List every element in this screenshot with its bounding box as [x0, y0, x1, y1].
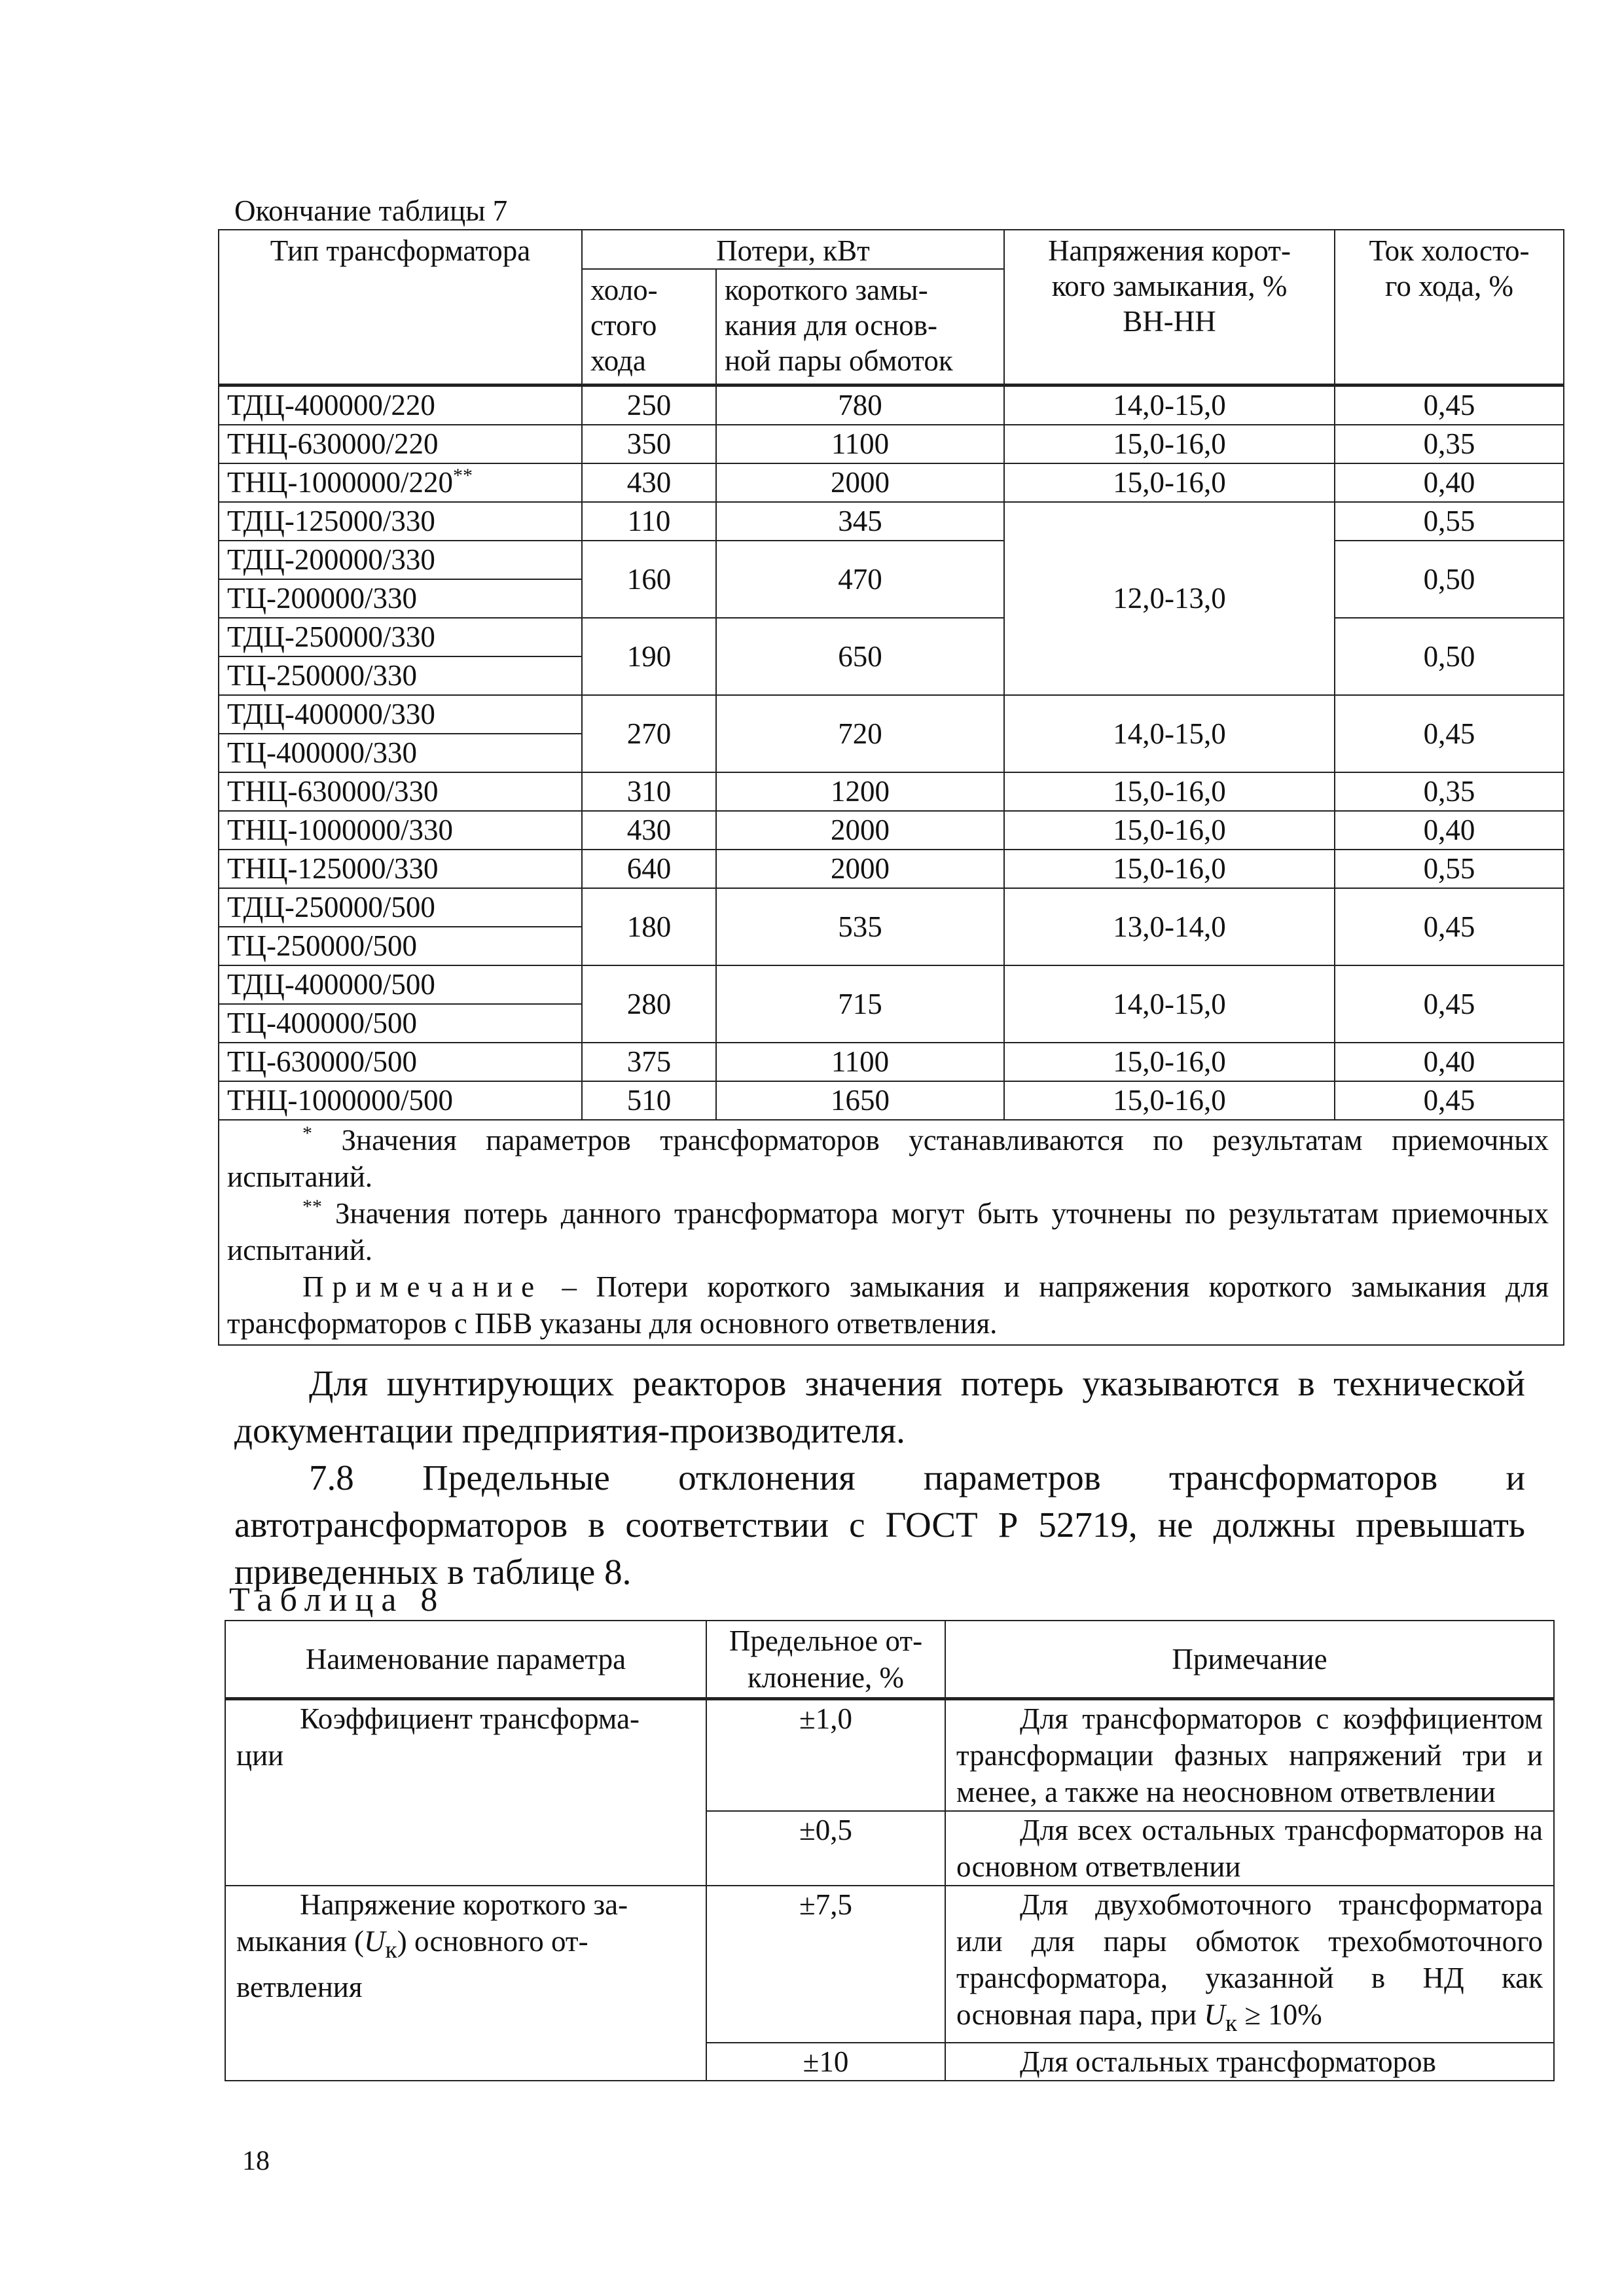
param-var: U — [363, 1925, 386, 1958]
table-row — [219, 1081, 1564, 1120]
cell-type: ТДЦ-250000/330 — [219, 618, 582, 656]
table-row — [219, 425, 1564, 463]
header-name: Наименование параметра — [225, 1621, 706, 1699]
paragraph-reactors-text: Для шунтирующих реакторов значения потерь указываются в технической документации предприятия-производителя. — [234, 1363, 1525, 1450]
table7-notes — [219, 1120, 1564, 1345]
cell-uk-merged: 12,0-13,0 — [1004, 502, 1335, 695]
cell-p0: 510 — [582, 1081, 716, 1120]
cell-type: ТЦ-250000/500 — [219, 927, 582, 965]
cell-type: ТНЦ-125000/330 — [219, 850, 582, 888]
cell-i0: 0,45 — [1335, 695, 1564, 772]
cell-uk: 15,0-16,0 — [1004, 1043, 1335, 1081]
cell-pk: 650 — [716, 618, 1004, 695]
header-note: Примечание — [945, 1621, 1554, 1699]
param-text-a: Напряжение короткого за- мыкания ( — [236, 1888, 628, 1958]
footnote-1-text: Значения параметров трансформаторов устанавливаются по результатам приемочных испытаний. — [227, 1124, 1549, 1193]
cell-uk: 13,0-14,0 — [1004, 888, 1335, 965]
table-row — [219, 386, 1564, 425]
cell-p0: 180 — [582, 888, 716, 965]
cell-note: Для остальных трансформаторов — [945, 2043, 1554, 2081]
cell-type: ТДЦ-400000/330 — [219, 695, 582, 734]
cell-deviation: ±10 — [706, 2043, 945, 2081]
cell-i0: 0,45 — [1335, 1081, 1564, 1120]
cell-pk: 1100 — [716, 425, 1004, 463]
cell-uk: 14,0-15,0 — [1004, 386, 1335, 425]
cell-uk: 15,0-16,0 — [1004, 811, 1335, 850]
cell-param — [225, 1886, 706, 2081]
table-row — [219, 618, 1564, 656]
cell-note: Для всех остальных трансформаторов на основном ответвлении — [945, 1811, 1554, 1886]
cell-p0: 280 — [582, 965, 716, 1043]
cell-uk: 15,0-16,0 — [1004, 772, 1335, 811]
cell-type: ТНЦ-1000000/500 — [219, 1081, 582, 1120]
cell-p0: 110 — [582, 502, 716, 541]
cell-type: ТНЦ-1000000/330 — [219, 811, 582, 850]
cell-p0: 190 — [582, 618, 716, 695]
header-i0: Ток холосто- го хода, % — [1335, 230, 1564, 386]
table-row — [219, 1043, 1564, 1081]
cell-i0: 0,45 — [1335, 888, 1564, 965]
table-row — [219, 541, 1564, 579]
cell-uk: 15,0-16,0 — [1004, 425, 1335, 463]
table7-caption: Окончание таблицы 7 — [234, 194, 508, 227]
cell-type: ТДЦ-125000/330 — [219, 502, 582, 541]
cell-pk: 535 — [716, 888, 1004, 965]
cell-type: ТНЦ-630000/220 — [219, 425, 582, 463]
cell-deviation: ±0,5 — [706, 1811, 945, 1886]
cell-pk: 1100 — [716, 1043, 1004, 1081]
cell-pk: 720 — [716, 695, 1004, 772]
cell-i0: 0,50 — [1335, 541, 1564, 618]
cell-i0: 0,45 — [1335, 386, 1564, 425]
cell-type — [219, 463, 582, 502]
table-row — [219, 811, 1564, 850]
footnote-2 — [227, 1195, 1549, 1268]
table-8 — [225, 1620, 1555, 2081]
cell-pk: 1650 — [716, 1081, 1004, 1120]
cell-type: ТДЦ-400000/220 — [219, 386, 582, 425]
table-row — [219, 888, 1564, 927]
cell-deviation: ±1,0 — [706, 1699, 945, 1812]
cell-note — [945, 1886, 1554, 2043]
note-sub: к — [1225, 2010, 1238, 2037]
table-7 — [218, 229, 1564, 1346]
cell-type: ТЦ-250000/330 — [219, 656, 582, 695]
cell-i0: 0,55 — [1335, 502, 1564, 541]
cell-pk: 1200 — [716, 772, 1004, 811]
cell-p0: 250 — [582, 386, 716, 425]
cell-type: ТЦ-200000/330 — [219, 579, 582, 618]
cell-pk: 2000 — [716, 463, 1004, 502]
cell-type: ТЦ-400000/500 — [219, 1004, 582, 1043]
table-row — [219, 502, 1564, 541]
cell-type: ТДЦ-200000/330 — [219, 541, 582, 579]
cell-type: ТНЦ-630000/330 — [219, 772, 582, 811]
param-text-b: ) основного от- ветвления — [236, 1925, 588, 2003]
table-row — [219, 772, 1564, 811]
remark-text: – Потери короткого замыкания и напряжения короткого замыкания для трансформаторов с ПБВ указаны для основного ответвления. — [227, 1270, 1549, 1340]
type-text: ТНЦ-1000000/220 — [227, 466, 453, 499]
note-var: U — [1204, 1998, 1225, 2031]
header-losses-noload: холо- стого хода — [582, 269, 716, 386]
table7-remark — [227, 1268, 1549, 1342]
paragraph-reactors — [234, 1360, 1525, 1454]
cell-type: ТЦ-630000/500 — [219, 1043, 582, 1081]
cell-p0: 640 — [582, 850, 716, 888]
header-uk: Напряжения корот- кого замыкания, % ВН-НН — [1004, 230, 1335, 386]
table-row — [219, 463, 1564, 502]
cell-deviation: ±7,5 — [706, 1886, 945, 2043]
cell-i0: 0,40 — [1335, 1043, 1564, 1081]
header-type: Тип трансформатора — [219, 230, 582, 386]
header-losses: Потери, кВт — [582, 230, 1004, 269]
cell-type: ТЦ-400000/330 — [219, 734, 582, 772]
cell-uk: 14,0-15,0 — [1004, 965, 1335, 1043]
cell-p0: 160 — [582, 541, 716, 618]
cell-note: Для трансформаторов с коэффициентом трансформации фазных напряжений три и менее, а также на неосновном ответвлении — [945, 1699, 1554, 1812]
cell-i0: 0,40 — [1335, 463, 1564, 502]
remark-label: Примечание — [302, 1270, 543, 1303]
param-sub: к — [385, 1937, 397, 1964]
cell-pk: 2000 — [716, 850, 1004, 888]
cell-p0: 430 — [582, 811, 716, 850]
paragraph-7-8-text: 7.8 Предельные отклонения параметров трансформаторов и автотрансформаторов в соответствии с ГОСТ Р 52719, не должны превышать приведенных в таблице 8. — [234, 1458, 1525, 1592]
header-losses-sc: короткого замы- кания для основ- ной пары обмоток — [716, 269, 1004, 386]
note-text-a: Для двухобмоточного трансформатора или для пары обмоток трехобмоточного трансформатора, указанной в НД как основная пара, при — [956, 1888, 1543, 2031]
cell-uk: 14,0-15,0 — [1004, 695, 1335, 772]
cell-p0: 270 — [582, 695, 716, 772]
cell-i0: 0,40 — [1335, 811, 1564, 850]
note-text-b: ≥ 10% — [1237, 1998, 1322, 2031]
cell-uk: 15,0-16,0 — [1004, 850, 1335, 888]
footnote-1 — [227, 1122, 1549, 1195]
footnote-mark: ** — [452, 465, 473, 486]
footnote-2-text: Значения потерь данного трансформатора могут быть уточнены по результатам приемочных испытаний. — [227, 1197, 1549, 1266]
table-row — [219, 695, 1564, 734]
cell-pk: 470 — [716, 541, 1004, 618]
cell-pk: 2000 — [716, 811, 1004, 850]
cell-param: Коэффициент трансформа- ции — [225, 1699, 706, 1886]
footnote-2-mark: ** — [302, 1196, 322, 1217]
cell-p0: 350 — [582, 425, 716, 463]
page-number: 18 — [242, 2146, 270, 2176]
cell-p0: 310 — [582, 772, 716, 811]
cell-i0: 0,55 — [1335, 850, 1564, 888]
table-row — [225, 1699, 1554, 1812]
cell-p0: 375 — [582, 1043, 716, 1081]
cell-pk: 780 — [716, 386, 1004, 425]
cell-i0: 0,45 — [1335, 965, 1564, 1043]
table8-caption: Таблица 8 — [229, 1581, 446, 1619]
cell-p0: 430 — [582, 463, 716, 502]
header-deviation: Предельное от- клонение, % — [706, 1621, 945, 1699]
cell-uk: 15,0-16,0 — [1004, 1081, 1335, 1120]
cell-i0: 0,35 — [1335, 772, 1564, 811]
table-row — [219, 965, 1564, 1004]
footnote-1-mark: * — [302, 1122, 312, 1144]
cell-pk: 715 — [716, 965, 1004, 1043]
table-row — [225, 1886, 1554, 2043]
cell-uk: 15,0-16,0 — [1004, 463, 1335, 502]
cell-pk: 345 — [716, 502, 1004, 541]
cell-i0: 0,50 — [1335, 618, 1564, 695]
cell-i0: 0,35 — [1335, 425, 1564, 463]
table-row — [219, 850, 1564, 888]
paragraph-7-8 — [234, 1454, 1525, 1596]
cell-type: ТДЦ-250000/500 — [219, 888, 582, 927]
cell-type: ТДЦ-400000/500 — [219, 965, 582, 1004]
